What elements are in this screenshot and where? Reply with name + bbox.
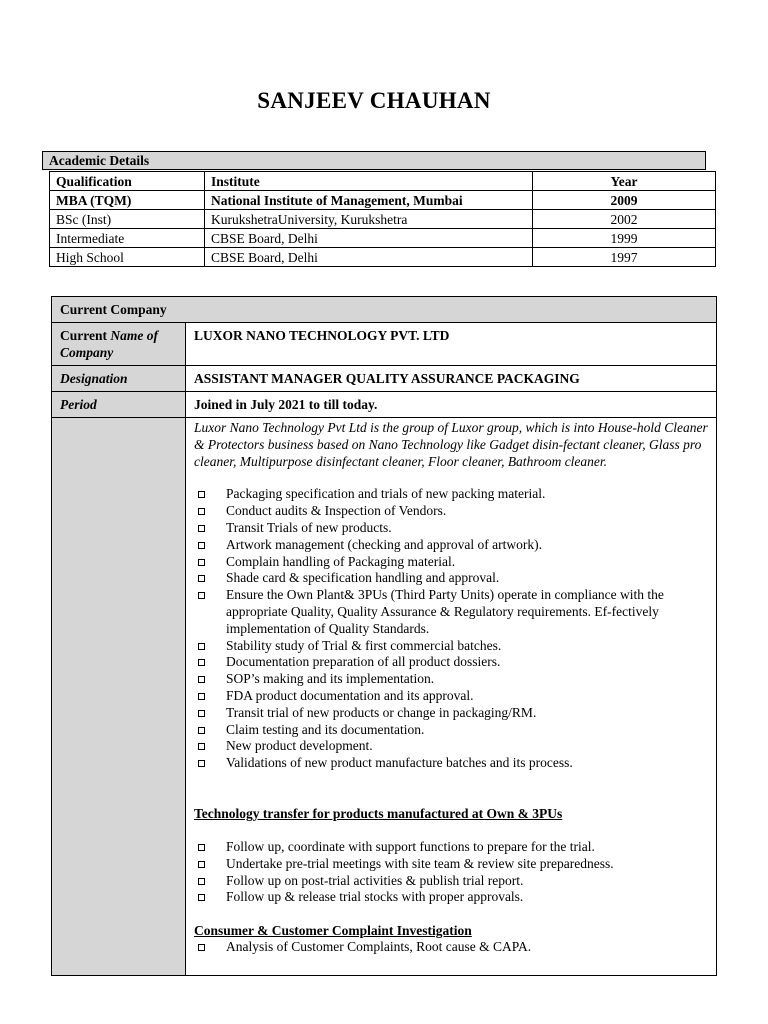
year-cell: 1999	[533, 229, 716, 248]
responsibilities-label-cell	[52, 418, 186, 976]
current-company-heading: Current Company	[52, 297, 717, 323]
academic-header-row	[50, 172, 716, 191]
header-institute: Institute	[205, 172, 533, 191]
list-item	[194, 856, 708, 873]
square-bullet-icon	[198, 676, 205, 683]
list-item	[194, 554, 708, 571]
current-company-heading-row	[52, 297, 717, 323]
square-bullet-icon	[198, 894, 205, 901]
list-item-text: FDA product documentation and its approval.	[226, 687, 474, 703]
list-item-text: Undertake pre-trial meetings with site team & review site preparedness.	[226, 855, 614, 871]
duties-list	[194, 486, 708, 772]
academic-details-heading: Academic Details	[42, 151, 706, 170]
list-item-text: Transit Trials of new products.	[226, 519, 392, 535]
square-bullet-icon	[198, 592, 205, 599]
list-item	[194, 839, 708, 856]
square-bullet-icon	[198, 525, 205, 532]
list-item	[194, 587, 708, 637]
list-item-text: Follow up on post-trial activities & publish trial report.	[226, 872, 524, 888]
year-cell: 2002	[533, 210, 716, 229]
company-name-value: LUXOR NANO TECHNOLOGY PVT. LTD	[186, 323, 717, 366]
list-item	[194, 873, 708, 890]
qualification-cell: MBA (TQM)	[50, 191, 205, 210]
institute-cell: KurukshetraUniversity, Kurukshetra	[205, 210, 533, 229]
square-bullet-icon	[198, 944, 205, 951]
list-item-text: Packaging specification and trials of new packing material.	[226, 486, 546, 502]
list-item	[194, 939, 708, 956]
square-bullet-icon	[198, 491, 205, 498]
institute-cell: National Institute of Management, Mumbai	[205, 191, 533, 210]
list-item	[194, 738, 708, 755]
square-bullet-icon	[198, 693, 205, 700]
company-intro: Luxor Nano Technology Pvt Ltd is the group of Luxor group, which is into House-hold Cleaner & Protectors business based on Nano Technology like Gadget disin-fectant cleaner, Glass pro cleaner, Multipurpose disinfectant cleaner, Floor cleaner, Bathroom cleaner.	[194, 420, 708, 469]
table-row	[50, 191, 716, 210]
year-cell: 1997	[533, 248, 716, 267]
list-item	[194, 503, 708, 520]
square-bullet-icon	[198, 727, 205, 734]
square-bullet-icon	[198, 710, 205, 717]
header-year: Year	[533, 172, 716, 191]
list-item-text: Validations of new product manufacture batches and its process.	[226, 755, 573, 771]
table-row	[50, 210, 716, 229]
tech-transfer-heading: Technology transfer for products manufactured at Own & 3PUs	[194, 805, 563, 821]
square-bullet-icon	[198, 559, 205, 566]
list-item-text: Artwork management (checking and approval of artwork).	[226, 536, 543, 552]
square-bullet-icon	[198, 575, 205, 582]
list-item-text: Conduct audits & Inspection of Vendors.	[226, 503, 447, 519]
list-item	[194, 688, 708, 705]
square-bullet-icon	[198, 542, 205, 549]
list-item-text: Transit trial of new products or change in packaging/RM.	[226, 704, 537, 720]
list-item-text: Shade card & specification handling and approval.	[226, 570, 500, 586]
table-row	[50, 229, 716, 248]
list-item-text: Claim testing and its documentation.	[226, 721, 425, 737]
tech-transfer-list	[194, 839, 708, 906]
list-item	[194, 537, 708, 554]
list-item-text: Stability study of Trial & first commercial batches.	[226, 637, 502, 653]
list-item	[194, 722, 708, 739]
list-item	[194, 671, 708, 688]
list-item-text: Follow up & release trial stocks with proper approvals.	[226, 889, 524, 905]
company-name-row	[52, 323, 717, 366]
designation-row	[52, 366, 717, 392]
institute-cell: CBSE Board, Delhi	[205, 229, 533, 248]
header-qualification: Qualification	[50, 172, 205, 191]
list-item	[194, 486, 708, 503]
square-bullet-icon	[198, 508, 205, 515]
qualification-cell: BSc (Inst)	[50, 210, 205, 229]
current-company-table	[51, 296, 717, 976]
complaint-heading: Consumer & Customer Complaint Investigation	[194, 923, 472, 939]
list-item	[194, 654, 708, 671]
list-item	[194, 705, 708, 722]
designation-label: Designation	[52, 366, 186, 392]
square-bullet-icon	[198, 760, 205, 767]
list-item	[194, 520, 708, 537]
list-item-text: Complain handling of Packaging material.	[226, 553, 456, 569]
institute-cell: CBSE Board, Delhi	[205, 248, 533, 267]
company-name-label-b: Name of Company	[60, 328, 158, 360]
list-item-text: Documentation preparation of all product dossiers.	[226, 654, 501, 670]
list-item-text: Analysis of Customer Complaints, Root cause & CAPA.	[226, 939, 532, 955]
list-item-text: New product development.	[226, 738, 373, 754]
square-bullet-icon	[198, 743, 205, 750]
list-item	[194, 755, 708, 772]
period-row	[52, 392, 717, 418]
designation-value: ASSISTANT MANAGER QUALITY ASSURANCE PACKAGING	[186, 366, 717, 392]
responsibilities-cell	[186, 418, 717, 976]
list-item	[194, 638, 708, 655]
qualification-cell: Intermediate	[50, 229, 205, 248]
qualification-cell: High School	[50, 248, 205, 267]
list-item	[194, 889, 708, 906]
responsibilities-row	[52, 418, 717, 976]
company-name-label-a: Current	[60, 328, 111, 343]
period-label: Period	[52, 392, 186, 418]
table-row	[50, 248, 716, 267]
list-item	[194, 570, 708, 587]
square-bullet-icon	[198, 878, 205, 885]
candidate-name: SANJEEV CHAUHAN	[257, 88, 491, 113]
complaint-list	[194, 939, 708, 956]
company-name-label	[52, 323, 186, 366]
square-bullet-icon	[198, 844, 205, 851]
square-bullet-icon	[198, 861, 205, 868]
square-bullet-icon	[198, 643, 205, 650]
academic-table	[49, 171, 716, 267]
period-value: Joined in July 2021 to till today.	[186, 392, 717, 418]
list-item-text: Ensure the Own Plant& 3PUs (Third Party Units) operate in compliance with the appropriate Quality, Quality Assurance & Regulatory requirements. Ef-fectively implementation of Quality Standards.	[226, 587, 664, 636]
year-cell: 2009	[533, 191, 716, 210]
square-bullet-icon	[198, 659, 205, 666]
list-item-text: SOP’s making and its implementation.	[226, 671, 435, 687]
list-item-text: Follow up, coordinate with support functions to prepare for the trial.	[226, 838, 595, 854]
